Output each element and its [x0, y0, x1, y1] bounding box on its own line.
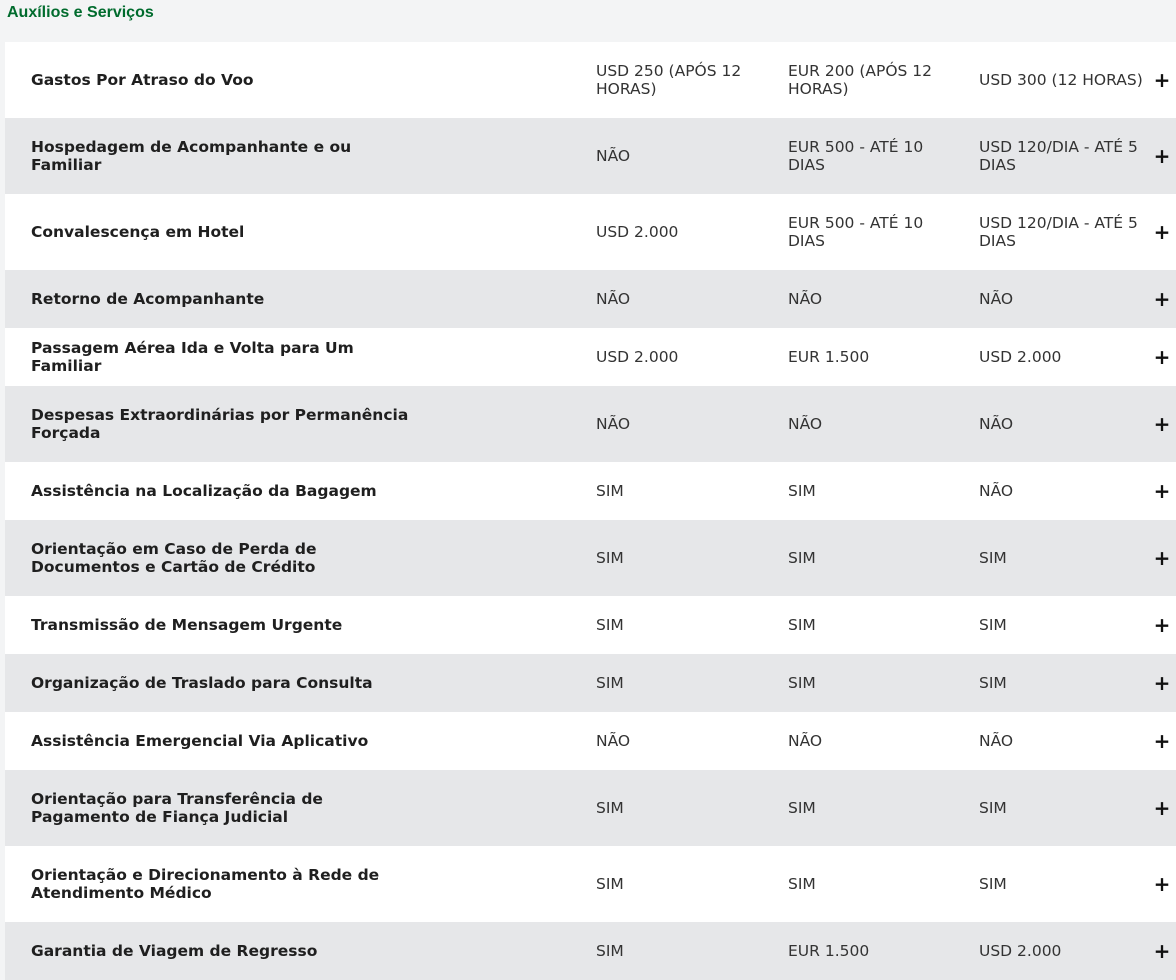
expand-icon[interactable]: + [1153, 796, 1171, 820]
table-row [5, 462, 1176, 520]
plan-2-value: SIM [788, 799, 816, 817]
plan-3-value: NÃO [979, 732, 1014, 750]
plan-1-value: SIM [596, 482, 624, 500]
section-title: Auxílios e Serviços [7, 4, 154, 21]
plan-2-value: NÃO [788, 415, 823, 433]
benefit-name: Orientação e Direcionamento à Rede de Atendimento Médico [31, 866, 380, 902]
plan-1-value: USD 2.000 [596, 348, 679, 366]
benefit-name: Transmissão de Mensagem Urgente [31, 616, 343, 634]
plan-1-value: NÃO [596, 147, 631, 165]
plan-2-value: SIM [788, 674, 816, 692]
expand-icon[interactable]: + [1153, 479, 1171, 503]
plan-3-value: USD 2.000 [979, 942, 1062, 960]
table-row [5, 42, 1176, 118]
expand-icon[interactable]: + [1153, 412, 1171, 436]
plan-1-value: USD 2.000 [596, 223, 679, 241]
table-row [5, 328, 1176, 386]
expand-icon[interactable]: + [1153, 939, 1171, 963]
plan-2-value: SIM [788, 549, 816, 567]
table-row [5, 712, 1176, 770]
plan-1-value: SIM [596, 616, 624, 634]
benefit-name: Orientação em Caso de Perda de Documentos e Cartão de Crédito [31, 540, 317, 576]
plan-3-value: SIM [979, 549, 1007, 567]
plan-3-value: SIM [979, 799, 1007, 817]
plan-3-value: SIM [979, 875, 1007, 893]
expand-icon[interactable]: + [1153, 287, 1171, 311]
plan-2-value: EUR 200 (APÓS 12 HORAS) [788, 62, 933, 98]
benefit-name: Assistência na Localização da Bagagem [31, 482, 377, 500]
benefit-name: Organização de Traslado para Consulta [31, 674, 373, 692]
benefit-name: Despesas Extraordinárias por Permanência Forçada [31, 406, 409, 442]
table-row [5, 922, 1176, 980]
table-row [5, 386, 1176, 462]
table-row [5, 194, 1176, 270]
benefit-name: Passagem Aérea Ida e Volta para Um Familiar [31, 339, 354, 375]
expand-icon[interactable]: + [1153, 220, 1171, 244]
plan-3-value: SIM [979, 616, 1007, 634]
benefit-name: Orientação para Transferência de Pagamento de Fiança Judicial [31, 790, 323, 826]
table-row [5, 846, 1176, 922]
plan-2-value: NÃO [788, 732, 823, 750]
plan-2-value: EUR 500 - ATÉ 10 DIAS [788, 214, 924, 250]
table-row [5, 596, 1176, 654]
plan-3-value: USD 2.000 [979, 348, 1062, 366]
table-row [5, 770, 1176, 846]
expand-icon[interactable]: + [1153, 872, 1171, 896]
benefit-name: Convalescença em Hotel [31, 223, 245, 241]
plan-2-value: SIM [788, 616, 816, 634]
table-row [5, 654, 1176, 712]
plan-1-value: SIM [596, 674, 624, 692]
expand-icon[interactable]: + [1153, 613, 1171, 637]
plan-1-value: NÃO [596, 415, 631, 433]
expand-icon[interactable]: + [1153, 68, 1171, 92]
benefit-name: Retorno de Acompanhante [31, 290, 265, 308]
plan-1-value: SIM [596, 875, 624, 893]
plan-2-value: EUR 500 - ATÉ 10 DIAS [788, 138, 924, 174]
plan-1-value: NÃO [596, 732, 631, 750]
plan-3-value: USD 300 (12 HORAS) [979, 71, 1143, 89]
plan-1-value: SIM [596, 799, 624, 817]
table-row [5, 270, 1176, 328]
plan-2-value: EUR 1.500 [788, 942, 870, 960]
plan-3-value: USD 120/DIA - ATÉ 5 DIAS [979, 138, 1138, 174]
expand-icon[interactable]: + [1153, 345, 1171, 369]
plan-2-value: NÃO [788, 290, 823, 308]
plan-2-value: SIM [788, 482, 816, 500]
benefit-name: Assistência Emergencial Via Aplicativo [31, 732, 369, 750]
benefit-name: Hospedagem de Acompanhante e ou Familiar [31, 138, 352, 174]
plan-2-value: SIM [788, 875, 816, 893]
coverage-table [5, 42, 1176, 980]
plan-3-value: NÃO [979, 482, 1014, 500]
plan-3-value: USD 120/DIA - ATÉ 5 DIAS [979, 214, 1138, 250]
expand-icon[interactable]: + [1153, 546, 1171, 570]
plan-1-value: USD 250 (APÓS 12 HORAS) [596, 62, 742, 98]
benefit-name: Gastos Por Atraso do Voo [31, 71, 254, 89]
expand-icon[interactable]: + [1153, 729, 1171, 753]
table-row [5, 118, 1176, 194]
expand-icon[interactable]: + [1153, 144, 1171, 168]
plan-1-value: SIM [596, 942, 624, 960]
expand-icon[interactable]: + [1153, 671, 1171, 695]
plan-1-value: SIM [596, 549, 624, 567]
plan-3-value: NÃO [979, 290, 1014, 308]
plan-1-value: NÃO [596, 290, 631, 308]
benefit-name: Garantia de Viagem de Regresso [31, 942, 318, 960]
plan-3-value: NÃO [979, 415, 1014, 433]
table-row [5, 520, 1176, 596]
plan-3-value: SIM [979, 674, 1007, 692]
plan-2-value: EUR 1.500 [788, 348, 870, 366]
